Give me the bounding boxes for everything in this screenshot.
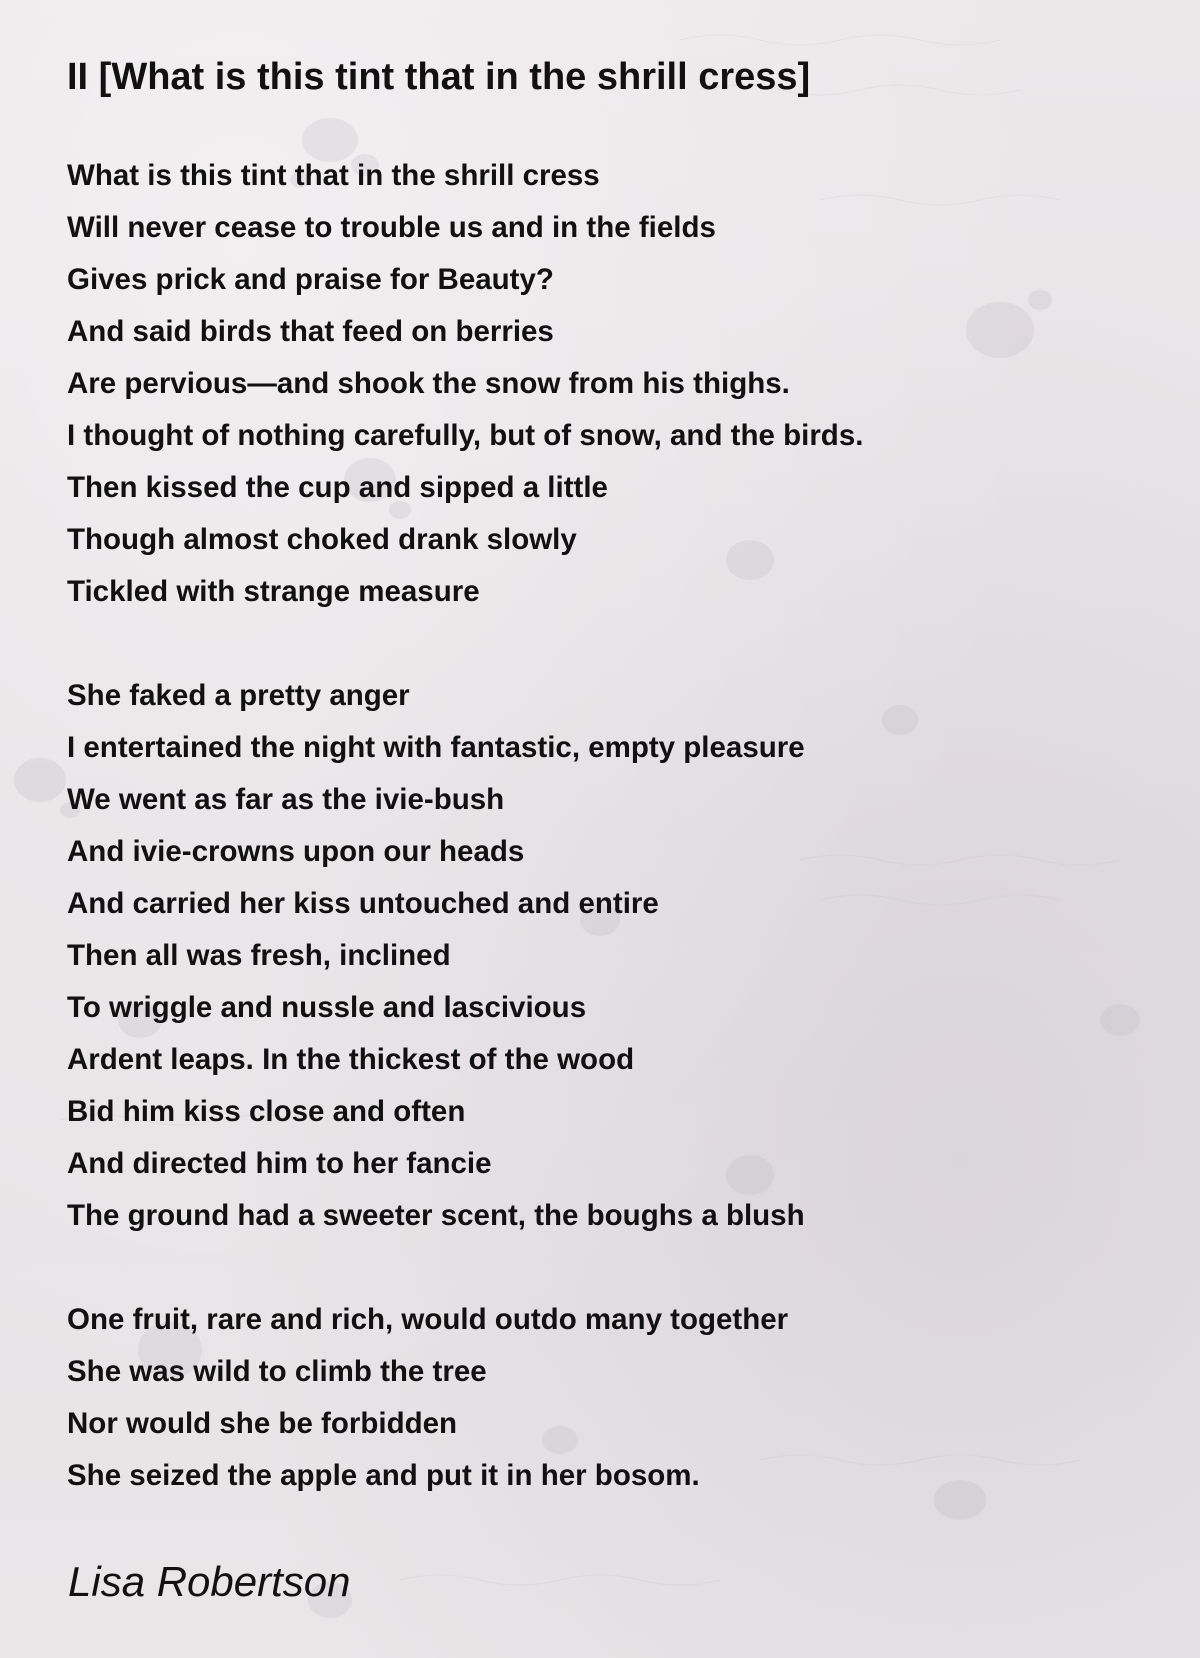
poem-line: Are pervious—and shook the snow from his thighs.: [67, 367, 790, 400]
poem-line: Tickled with strange measure: [67, 575, 480, 608]
poem-line: To wriggle and nussle and lascivious: [67, 991, 587, 1024]
faint-script-line: [400, 1575, 720, 1585]
stanza-1: [67, 150, 1147, 618]
poem-line: And carried her kiss untouched and entire: [67, 887, 659, 920]
poem-line: Then kissed the cup and sipped a little: [67, 471, 608, 504]
poem-line: What is this tint that in the shrill cress: [67, 159, 600, 192]
poem-line: I thought of nothing carefully, but of snow, and the birds.: [67, 419, 864, 452]
poem-line: She seized the apple and put it in her bosom.: [67, 1459, 700, 1492]
poem-line: One fruit, rare and rich, would outdo many together: [67, 1303, 789, 1336]
stanza-3: [67, 1294, 1147, 1502]
poem-line: She was wild to climb the tree: [67, 1355, 487, 1388]
poem-line: Will never cease to trouble us and in the fields: [67, 211, 716, 244]
poem-body: [67, 150, 1147, 1554]
poem-title: II [What is this tint that in the shrill cress]: [67, 56, 811, 98]
poem-line: She faked a pretty anger: [67, 679, 410, 712]
poem-line: Nor would she be forbidden: [67, 1407, 458, 1440]
poem-author: Lisa Robertson: [68, 1558, 351, 1605]
poem-line: The ground had a sweeter scent, the boughs a blush: [67, 1199, 805, 1232]
poem-line: Though almost choked drank slowly: [67, 523, 577, 556]
poem-line: Ardent leaps. In the thickest of the wood: [67, 1043, 635, 1076]
poem-line: Then all was fresh, inclined: [67, 939, 451, 972]
stanza-2: [67, 670, 1147, 1242]
poem-line: And directed him to her fancie: [67, 1147, 492, 1180]
faint-script-line: [680, 35, 1000, 45]
ink-spot: [14, 758, 66, 802]
poem-line: I entertained the night with fantastic, empty pleasure: [67, 731, 805, 764]
poem-line: And ivie-crowns upon our heads: [67, 835, 525, 868]
poem-line: And said birds that feed on berries: [67, 315, 554, 348]
poem-line: Bid him kiss close and often: [67, 1095, 466, 1128]
poem-line: Gives prick and praise for Beauty?: [67, 263, 554, 296]
poem-line: We went as far as the ivie-bush: [67, 783, 505, 816]
